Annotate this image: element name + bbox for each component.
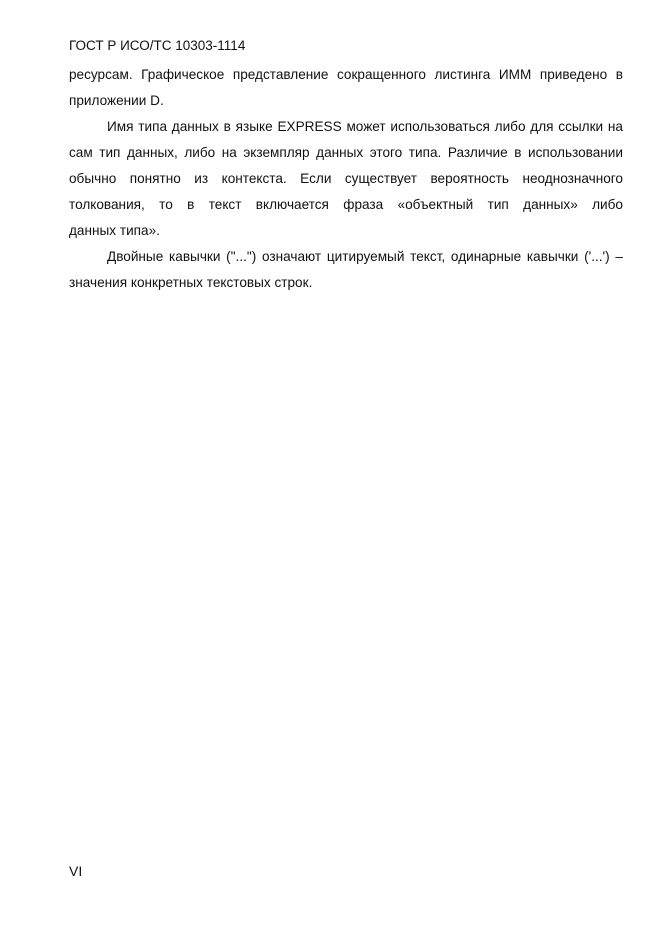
text-line: Имя типа данных в языке EXPRESS может использоваться либо для ссылки на — [107, 119, 623, 134]
page-number: VI — [69, 863, 83, 879]
text-line: ресурсам. Графическое представление сокращенного листинга ИММ приведено в — [69, 67, 623, 82]
document-body — [69, 62, 623, 296]
text-line: Двойные кавычки ("...") означают цитируемый текст, одинарные кавычки ('...') – — [107, 249, 623, 264]
text-line: сам тип данных, либо на экземпляр данных этого типа. Различие в использовании — [69, 145, 623, 160]
document-header: ГОСТ Р ИСО/ТС 10303-1114 — [69, 38, 246, 53]
paragraph-1 — [69, 62, 623, 114]
text-line: приложении D. — [69, 93, 164, 108]
text-line: значения конкретных текстовых строк. — [69, 275, 313, 290]
text-line: толкования, то в текст включается фраза «объектный тип данных» либо — [69, 197, 623, 212]
paragraph-3 — [69, 244, 623, 296]
text-line: данных типа». — [69, 223, 160, 238]
paragraph-2 — [69, 114, 623, 244]
text-line: обычно понятно из контекста. Если существует вероятность неоднозначного — [69, 171, 623, 186]
